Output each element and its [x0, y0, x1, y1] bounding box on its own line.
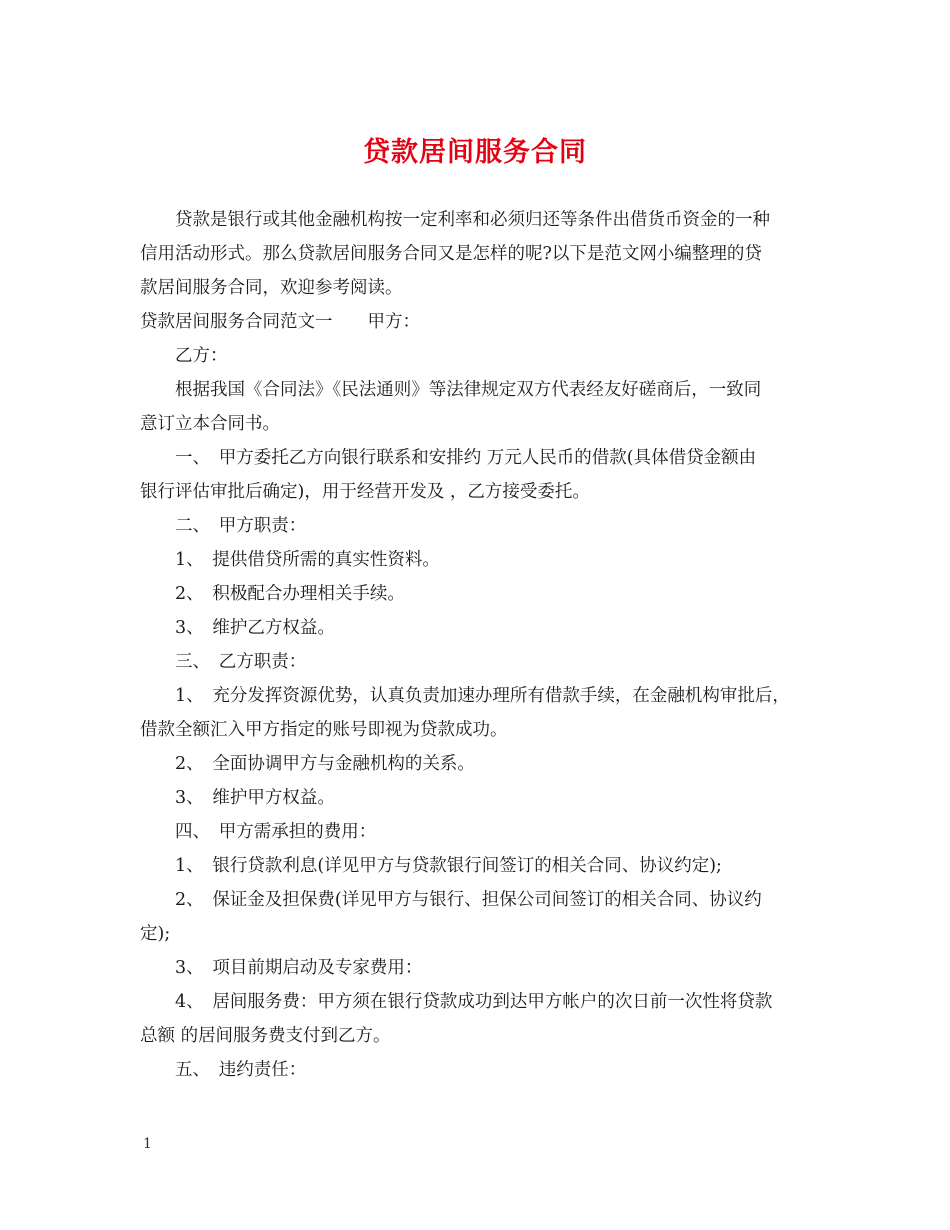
- paragraph-line: 款居间服务合同，欢迎参考阅读。: [140, 278, 403, 298]
- paragraph-line: 3、 维护乙方权益。: [175, 618, 335, 638]
- paragraph-line: 贷款居间服务合同范文一 甲方：: [140, 312, 420, 332]
- paragraph-line: 乙方：: [175, 346, 228, 366]
- document-title: 贷款居间服务合同: [363, 137, 587, 168]
- paragraph-line: 意订立本合同书。: [140, 414, 280, 434]
- document-body: [140, 203, 820, 1087]
- paragraph-line: 2、 积极配合办理相关手续。: [175, 584, 405, 604]
- paragraph-line: 定);: [140, 924, 171, 944]
- paragraph-line: 1、 提供借贷所需的真实性资料。: [175, 550, 440, 570]
- paragraph-line: 4、 居间服务费：甲方须在银行贷款成功到达甲方帐户的次日前一次性将贷款: [175, 992, 773, 1012]
- paragraph-line: 总额 的居间服务费支付到乙方。: [140, 1026, 391, 1046]
- paragraph-line: 银行评估审批后确定)，用于经营开发及 ，乙方接受委托。: [140, 482, 590, 502]
- page-number: 1: [143, 1136, 152, 1152]
- paragraph-line: 四、 甲方需承担的费用：: [175, 822, 377, 842]
- paragraph-line: 2、 保证金及担保费(详见甲方与银行、担保公司间签订的相关合同、协议约: [175, 890, 762, 910]
- paragraph-line: 1、 充分发挥资源优势，认真负责加速办理所有借款手续，在金融机构审批后，: [175, 686, 790, 706]
- paragraph-line: 五、 违约责任：: [175, 1060, 307, 1080]
- paragraph-line: 贷款是银行或其他金融机构按一定利率和必须归还等条件出借货币资金的一种: [175, 210, 770, 230]
- paragraph-line: 3、 维护甲方权益。: [175, 788, 335, 808]
- paragraph-line: 根据我国《合同法》《民法通则》等法律规定双方代表经友好磋商后，一致同: [175, 380, 762, 400]
- paragraph-line: 1、 银行贷款利息(详见甲方与贷款银行间签订的相关合同、协议约定);: [175, 856, 722, 876]
- paragraph-line: 三、 乙方职责：: [175, 652, 307, 672]
- paragraph-line: 借款全额汇入甲方指定的账号即视为贷款成功。: [140, 720, 508, 740]
- paragraph-line: 3、 项目前期启动及专家费用：: [175, 958, 423, 978]
- paragraph-line: 一、 甲方委托乙方向银行联系和安排约 万元人民币的借款(具体借贷金额由: [175, 448, 757, 468]
- paragraph-line: 2、 全面协调甲方与金融机构的关系。: [175, 754, 475, 774]
- paragraph-line: 二、 甲方职责：: [175, 516, 307, 536]
- paragraph-line: 信用活动形式。那么贷款居间服务合同又是怎样的呢?以下是范文网小编整理的贷: [140, 244, 762, 264]
